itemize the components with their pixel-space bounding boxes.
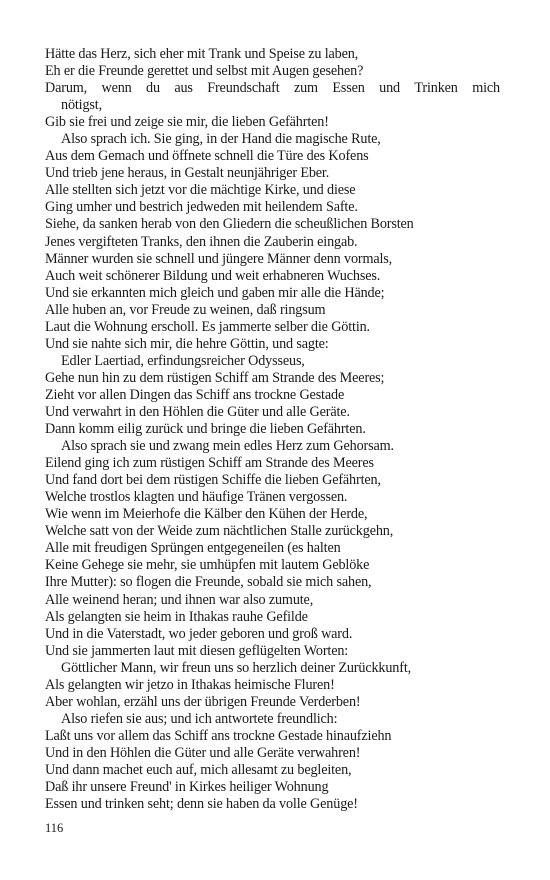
verse-line: Alle mit freudigen Sprüngen entgegeneilen (es halten (45, 540, 341, 557)
verse-line: Als gelangten wir jetzo in Ithakas heimische Fluren! (45, 676, 335, 693)
verse-line: Als gelangten sie heim in Ithakas rauhe Gefilde (45, 608, 308, 625)
verse-line: Laut die Wohnung erscholl. Es jammerte selber die Göttin. (45, 318, 370, 335)
verse-line: Ging umher und bestrich jedweden mit heilendem Safte. (45, 199, 358, 216)
verse-line: Also riefen sie aus; und ich antwortete freundlich: (61, 710, 338, 727)
verse-line: Und fand dort bei dem rüstigen Schiffe die lieben Gefährten, (45, 472, 381, 489)
verse-line: Daß ihr unsere Freund' in Kirkes heiliger Wohnung (45, 779, 329, 796)
verse-line: Dann komm eilig zurück und bringe die lieben Gefährten. (45, 421, 366, 438)
verse-line: Keine Gehege sie mehr, sie umhüpfen mit lautem Geblöke (45, 557, 370, 574)
verse-line: Und sie nahte sich mir, die hehre Göttin, und sagte: (45, 335, 329, 352)
verse-line: Und sie jammerten laut mit diesen geflügelten Worten: (45, 642, 349, 659)
verse-line: Aus dem Gemach und öffnete schnell die Türe des Kofens (45, 148, 369, 165)
verse-line: Und in den Höhlen die Güter und alle Geräte verwahren! (45, 744, 361, 761)
verse-line: Hätte das Herz, sich eher mit Trank und Speise zu laben, (45, 46, 359, 62)
verse-line: Edler Laertiad, erfindungsreicher Odysseus, (61, 352, 305, 369)
verse-line: Welche trostlos klagten und häufige Tränen vergossen. (45, 489, 348, 506)
verse-line: Also sprach ich. Sie ging, in der Hand die magische Rute, (61, 131, 381, 148)
verse-line: Wie wenn im Meierhofe die Kälber den Kühen der Herde, (45, 506, 368, 523)
verse-line: Und trieb jene heraus, in Gestalt neunjähriger Eber. (45, 165, 330, 182)
verse-line: Und verwahrt in den Höhlen die Güter und alle Geräte. (45, 403, 350, 420)
verse-line: Essen und trinken seht; denn sie haben da volle Genüge! (45, 796, 358, 813)
verse-line: Göttlicher Mann, wir freun uns so herzlich deiner Zurückkunft, (61, 659, 412, 676)
verse-line: Welche satt von der Weide zum nächtlichen Stalle zurückgehn, (45, 523, 394, 540)
verse-text-block (45, 46, 500, 813)
verse-line: Auch weit schönerer Bildung und weit erhabneren Wuchses. (45, 267, 381, 284)
verse-line: Alle huben an, vor Freude zu weinen, daß ringsum (45, 301, 326, 318)
verse-line: Gib sie frei und zeige sie mir, die lieben Gefährten! (45, 114, 329, 131)
verse-line: Eilend ging ich zum rüstigen Schiff am Strande des Meeres (45, 455, 374, 472)
verse-line: Alle weinend heran; und ihnen war also zumute, (45, 591, 314, 608)
verse-line: Ihre Mutter): so flogen die Freunde, sobald sie mich sahen, (45, 574, 372, 591)
verse-line: Darum, wenn du aus Freundschaft zum Essen und Trinken mich (45, 80, 500, 97)
verse-line: Und sie erkannten mich gleich und gaben mir alle die Hände; (45, 284, 385, 301)
verse-line: Zieht vor allen Dingen das Schiff ans trockne Gestade (45, 386, 345, 403)
verse-line: Siehe, da sanken herab von den Gliedern die scheußlichen Borsten (45, 216, 414, 233)
verse-line: Jenes vergifteten Tranks, den ihnen die Zauberin eingab. (45, 233, 358, 250)
verse-line: Eh er die Freunde gerettet und selbst mit Augen gesehen? (45, 63, 364, 80)
verse-line: Und dann machet euch auf, mich allesamt zu begleiten, (45, 761, 352, 778)
verse-line: Laßt uns vor allem das Schiff ans trockne Gestade hinaufziehn (45, 727, 392, 744)
page-number: 116 (45, 821, 64, 835)
verse-line: Männer wurden sie schnell und jüngere Männer denn vormals, (45, 250, 393, 267)
verse-line: Alle stellten sich jetzt vor die mächtige Kirke, und diese (45, 182, 356, 199)
verse-line: nötigst, (61, 97, 102, 114)
verse-line: Gehe nun hin zu dem rüstigen Schiff am Strande des Meeres; (45, 369, 385, 386)
verse-line: Aber wohlan, erzähl uns der übrigen Freunde Verderben! (45, 693, 361, 710)
verse-line: Und in die Vaterstadt, wo jeder geboren und groß ward. (45, 625, 353, 642)
verse-line: Also sprach sie und zwang mein edles Herz zum Gehorsam. (61, 438, 394, 455)
